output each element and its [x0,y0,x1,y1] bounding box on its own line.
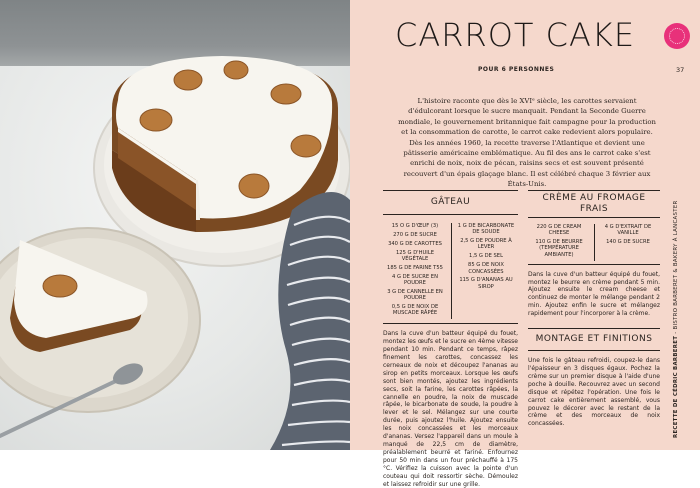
gateau-title: GÂTEAU [430,197,471,207]
montage-title: MONTAGE ET FINITIONS [535,334,653,345]
section-rule [528,350,660,351]
credit-chef: RECETTE DE CÉDRIC BARBERET [673,335,679,438]
ingredient-item: 0,5 G DE NOIX DE MUSCADE RÂPÉE [391,304,439,317]
ingredient-item: 125 G D'HUILE VÉGÉTALE [395,249,435,262]
ingredient-item: 220 G DE CREAM CHEESE [536,224,582,237]
section-rule [528,264,660,265]
ingredient-item: 15 O G D'ŒUF (3) [391,223,439,229]
carrot-cake-photo [0,0,350,450]
ingredient-item: 1 G DE BICARBONATE DE SOUDE [457,223,515,236]
creme-steps: Dans la cuve d'un batteur équipé du fouet, montez le beurre en crème pendant 5 min. Ajoutez ensuite le cream cheese et continuez de monter le mélange pendant 2 min. Ajoutez enfin le sucre et mélangez rapidement pour l'incorporer à la crème. [528,270,660,318]
credit-place: - BISTRO BARBERET & BAKERY À LANCASTER [673,200,679,336]
ingredient-item: 3 G DE CANNELLE EN POUDRE [387,288,443,302]
section-rule [383,190,518,191]
creme-title: CRÈME AU FROMAGE FRAIS [542,193,646,214]
gateau-steps: Dans la cuve d'un batteur équipé du fouet, montez les œufs et le sucre en 4ème vitesse pendant 10 min. Pendant ce temps, râpez finement les carottes, concassez les cerneaux de noix et découpez l'ananas au sirop en petits morceaux. Lorsque les œufs sont bien montés, ajoutez les ingrédients secs, soit la farine, les carottes râpées, la cannelle en poudre, la noix de muscade râpée, le bicarbonate de soude, la poudre à lever et le sel. Mélangez sur une courte durée, puis ajoutez l'huile. Ajoutez ensuite les noix concassées et les morceaux d'ananas. Versez l'appareil dans un moule à manqué de 22,5 cm de diamètre, préalablement beurré et fariné. Enfournez pour 50 min dans un four préchauffé à 175 °C. Vérifiez la cuisson avec la pointe d'un couteau qui doit ressortir sèche. Démoulez et laissez refroidir sur une grille. [383,330,518,488]
ingredient-item: 85 G DE NOIX CONCASSÉES [468,262,504,275]
servings-label: POUR 6 PERSONNES [478,66,555,73]
creme-section [528,190,660,428]
pink-badge-icon [664,23,690,49]
gateau-ingredients [383,223,518,319]
recipe-title: CARROT CAKE [395,16,636,54]
ingredient-item: 4 G D'EXTRAIT DE VANILLE [604,224,652,237]
ingredients-list-right [456,223,516,319]
montage-steps: Une fois le gâteau refroidi, coupez-le dans l'épaisseur en 3 disques égaux. Pochez la crème sur un premier disque à l'aide d'une poche à douille. Recouvrez avec un second disque et répétez l'opération. Une fois le carrot cake entièrement assemblé, vous pouvez le décorer avec le restant de la crème et des morceaux de noix concassées. [528,357,660,428]
ingredient-item: 140 G DE SUCRE [606,239,650,246]
ingredient-item: 1,5 G DE SEL [469,253,503,260]
section-rule [528,190,660,191]
ingredient-item: 270 G DE SUCRE [393,231,437,238]
ingredient-item: 2,5 G DE POUDRE À LEVER [460,238,512,251]
section-rule [528,328,660,329]
creme-ingredients [528,224,660,261]
recipe-intro: L'histoire raconte que dès le XVIᵉ siècle, les carottes servaient d'édulcorant lorsque le sucre manquait. Pendant la Seconde Guerre mondiale, le gouvernement britannique fait campagne pour la production et la consommation de carotte, le carrot cake redevient alors populaire. Dès les années 1960, la recette traverse l'Atlantique et devient une pâtisserie américaine emblématique. Au fil des ans le carrot cake s'est enrichi de noix, noix de pécan, raisins secs et est souvent présenté recouvert d'un épais glaçage blanc. Il est célébré chaque 3 février aux États-Unis. [398,97,656,189]
ingredient-item: 340 G DE CAROTTES [388,240,442,247]
ingredient-item: 4 G DE SUCRE EN POUDRE [392,273,438,287]
column-divider [451,223,452,319]
page-number: 37 [676,66,685,74]
ingredient-item: 110 G DE BEURRE (TEMPÉRATURE AMBIANTE) [535,239,583,258]
section-rule [383,323,518,324]
section-rule [528,217,660,218]
recipe-credit [673,200,691,438]
ingredients-list-left [383,223,447,319]
column-divider [594,224,595,261]
ingredient-item: 115 G D'ANANAS AU SIROP [459,277,513,290]
ingredients-list-left [528,224,590,261]
section-rule [383,214,518,215]
ingredients-list-right [599,224,657,261]
gateau-section [383,190,518,488]
ingredient-item: 185 G DE FARINE T55 [387,264,443,271]
